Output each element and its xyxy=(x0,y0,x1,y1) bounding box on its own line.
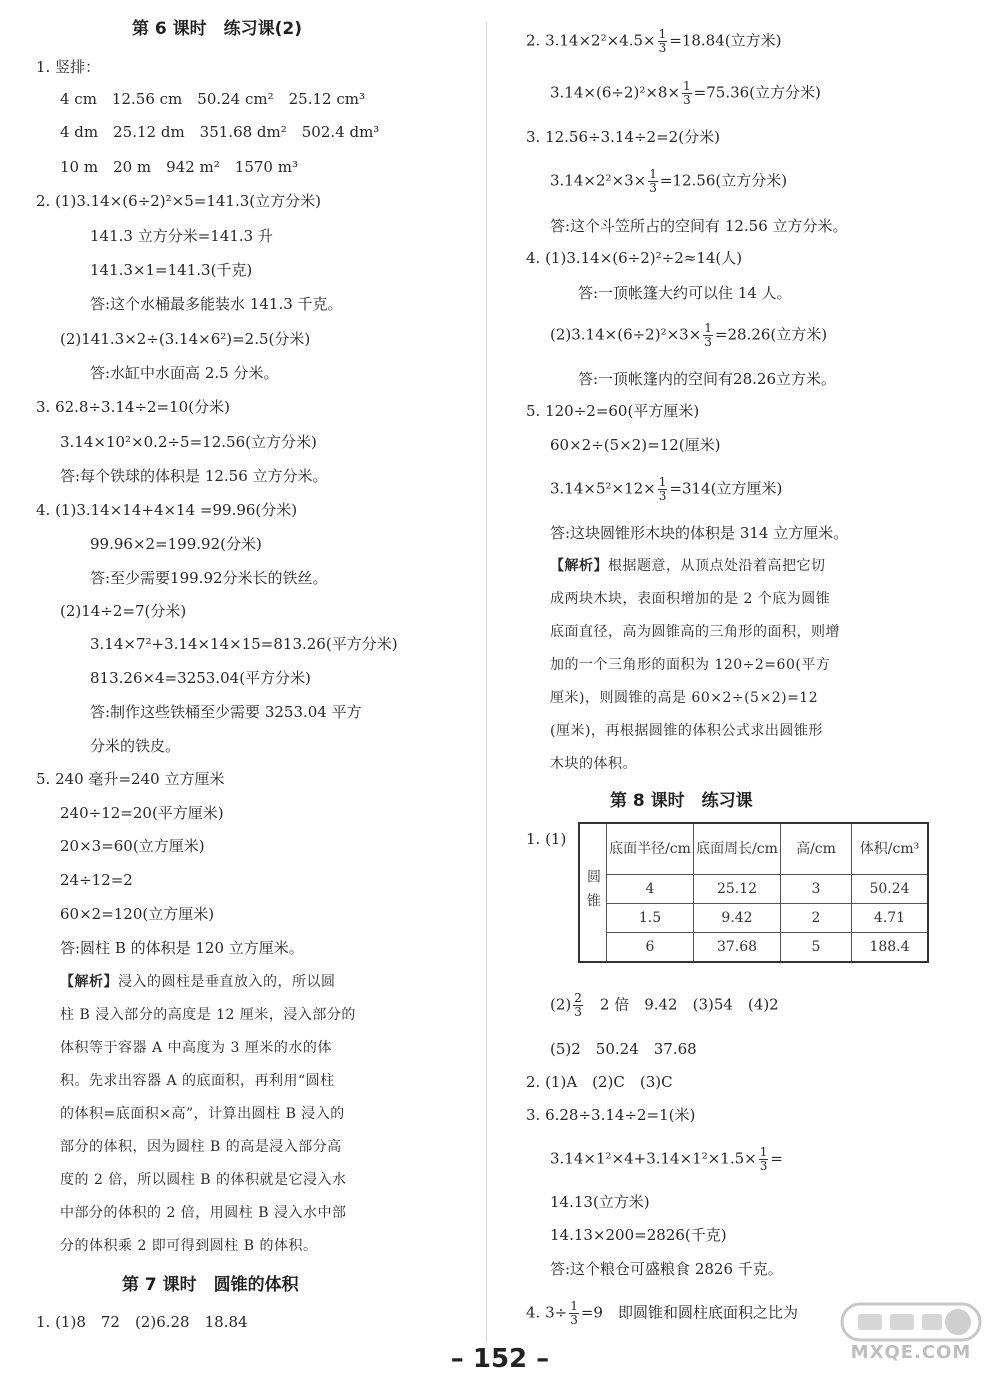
answer-line: 答:这个斗笠所占的空间有 12.56 立方分米。 xyxy=(550,217,848,235)
answer-line: 5. 240 毫升=240 立方厘米 xyxy=(36,770,225,788)
answer-line: (5)2 50.24 37.68 xyxy=(550,1040,697,1058)
fraction: $\frac{2}{3}$ xyxy=(574,991,582,1019)
table-cell: 4.71 xyxy=(852,904,929,933)
answer-line: 5. 120÷2=60(平方厘米) xyxy=(526,402,700,420)
table-header: 体积/cm³ xyxy=(852,823,929,875)
analysis-line: 中部分的体积的 2 倍，用圆柱 B 浸入水中部 xyxy=(60,1205,347,1221)
answer-line: 10 m 20 m 942 m² 1570 m³ xyxy=(60,158,298,176)
answer-line: (2) $\frac{2}{3}$ 2 倍 9.42 (3)54 (4)2 xyxy=(550,991,779,1019)
column-divider xyxy=(486,22,487,1342)
answer-line: 4. (1)3.14×14+4×14 =99.96(分米) xyxy=(36,501,298,519)
answer-line: 答:这个粮仓可盛粮食 2826 千克。 xyxy=(550,1260,783,1278)
answer-line: 24÷12=2 xyxy=(60,871,133,889)
fraction: $\frac{1}{3}$ xyxy=(570,1299,578,1327)
answer-line: 答:这个水桶最多能装水 141.3 千克。 xyxy=(90,295,343,313)
formula-line: 3.14×2²×3× $\frac{1}{3}$ =12.56(立方分米) xyxy=(550,167,788,195)
table-header-row xyxy=(579,823,928,875)
fraction: $\frac{1}{3}$ xyxy=(759,1145,768,1173)
analysis-line: 度的 2 倍，所以圆柱 B 的体积就是它浸入水 xyxy=(60,1172,347,1188)
analysis-line: 【解析】根据题意，从顶点处沿着高把它切 xyxy=(550,558,826,574)
q1-label: 1. 竖排： xyxy=(36,58,101,76)
analysis-line: 底面直径，高为圆锥高的三角形的面积，则增 xyxy=(550,624,840,640)
answer-line: 3. 62.8÷3.14÷2=10(分米) xyxy=(36,398,230,416)
answer-line: 20×3=60(立方厘米) xyxy=(60,837,205,855)
table-cell: 188.4 xyxy=(852,933,929,963)
analysis-line: 成两块木块，表面积增加的是 2 个底为圆锥 xyxy=(550,591,831,607)
answer-line: 分米的铁皮。 xyxy=(90,737,181,755)
analysis-line: 分的体积乘 2 即可得到圆柱 B 的体积。 xyxy=(60,1238,318,1254)
table-row xyxy=(579,875,928,904)
answer-line: 2. (1)3.14×(6÷2)²×5=141.3(立方分米) xyxy=(36,192,321,210)
lesson-7-heading: 第 7 课时 圆锥的体积 xyxy=(122,1275,299,1295)
answer-line: 99.96×2=199.92(分米) xyxy=(90,535,262,553)
table-cell: 50.24 xyxy=(852,875,929,904)
answer-line: 14.13×200=2826(千克) xyxy=(550,1226,727,1244)
table-row xyxy=(579,933,928,963)
analysis-line: 厘米)，则圆锥的高是 60×2÷(5×2)=12 xyxy=(550,690,819,706)
answer-line: 3.14×7²+3.14×14×15=813.26(平方分米) xyxy=(90,635,398,653)
answer-line: 60×2=120(立方厘米) xyxy=(60,905,215,923)
fraction: $\frac{1}{3}$ xyxy=(658,475,667,503)
fraction: $\frac{1}{3}$ xyxy=(683,79,691,107)
answer-line: 1. (1)8 72 (2)6.28 18.84 xyxy=(36,1313,248,1331)
watermark-text: MXQE.COM xyxy=(850,1342,972,1363)
lesson-8-heading: 第 8 课时 练习课 xyxy=(610,791,753,811)
answer-line: 答:一顶帐篷大约可以住 14 人。 xyxy=(578,284,792,302)
formula-line: 3.14×(6÷2)²×8× $\frac{1}{3}$ =75.36(立方分米) xyxy=(550,79,821,107)
answer-line: 4 cm 12.56 cm 50.24 cm² 25.12 cm³ xyxy=(60,90,365,108)
formula-line: 3.14×5²×12× $\frac{1}{3}$ =314(立方厘米) xyxy=(550,475,783,503)
answer-line: 14.13(立方米) xyxy=(550,1193,650,1211)
answer-line: 3.14×10²×0.2÷5=12.56(立方分米) xyxy=(60,433,317,451)
answer-line: 答:制作这些铁桶至少需要 3253.04 平方 xyxy=(90,703,362,721)
table-cell: 9.42 xyxy=(694,904,781,933)
analysis-line: 木块的体积。 xyxy=(550,756,637,772)
q1-label: 1. (1) xyxy=(526,830,567,848)
formula-line: (2)3.14×(6÷2)²×3× $\frac{1}{3}$ =28.26(立方米) xyxy=(550,321,828,349)
answer-line: 240÷12=20(平方厘米) xyxy=(60,804,224,822)
answer-line: 141.3×1=141.3(千克) xyxy=(90,261,253,279)
answer-line: 答:一顶帐篷内的空间有28.26立方米。 xyxy=(578,370,836,388)
analysis-line: 【解析】浸入的圆柱是垂直放入的，所以圆 xyxy=(60,974,336,990)
table-cell: 6 xyxy=(607,933,694,963)
watermark-badge-icon xyxy=(836,1298,986,1344)
analysis-line: 的体积=底面积×高”，计算出圆柱 B 浸入的 xyxy=(60,1106,345,1122)
answer-line: (2)14÷2=7(分米) xyxy=(60,602,187,620)
watermark-logo xyxy=(836,1298,986,1384)
table-cell: 1.5 xyxy=(607,904,694,933)
cone-data-table xyxy=(578,822,929,963)
analysis-tag: 【解析】 xyxy=(60,974,118,990)
table-cell: 5 xyxy=(781,933,852,963)
answer-line: 2. (1)A (2)C (3)C xyxy=(526,1073,673,1091)
table-header: 高/cm xyxy=(781,823,852,875)
table-cell: 2 xyxy=(781,904,852,933)
answer-line: 3. 12.56÷3.14÷2=2(分米) xyxy=(526,128,720,146)
analysis-line: 加的一个三角形的面积为 120÷2=60(平方 xyxy=(550,657,831,673)
analysis-line: (厘米)，再根据圆锥的体积公式求出圆锥形 xyxy=(550,723,823,739)
fraction: $\frac{1}{3}$ xyxy=(649,167,657,195)
analysis-tag: 【解析】 xyxy=(550,558,608,574)
formula-line: 2. 3.14×2²×4.5× $\frac{1}{3}$ =18.84(立方米) xyxy=(526,27,782,55)
fraction: $\frac{1}{3}$ xyxy=(658,27,667,55)
analysis-line: 体积等于容器 A 中高度为 3 厘米的水的体 xyxy=(60,1040,332,1056)
answer-line: 813.26×4=3253.04(平方分米) xyxy=(90,669,311,687)
answer-line: 4. (1)3.14×(6÷2)²÷2≈14(人) xyxy=(526,249,743,267)
table-row xyxy=(579,904,928,933)
analysis-line: 积。先求出容器 A 的底面积，再利用“圆柱 xyxy=(60,1073,335,1089)
answer-line: 60×2÷(5×2)=12(厘米) xyxy=(550,436,721,454)
lesson-6-heading: 第 6 课时 练习课(2) xyxy=(132,19,303,39)
formula-line: 4. 3÷ $\frac{1}{3}$ =9 即圆锥和圆柱底面积之比为 xyxy=(526,1299,798,1327)
analysis-line: 部分的体积，因为圆柱 B 的高是浸入部分高 xyxy=(60,1139,342,1155)
answer-line: 答:水缸中水面高 2.5 分米。 xyxy=(90,364,279,382)
table-cell: 3 xyxy=(781,875,852,904)
table-header: 底面周长/cm xyxy=(694,823,781,875)
analysis-line: 柱 B 浸入部分的高度是 12 厘米，浸入部分的 xyxy=(60,1007,356,1023)
table-cell: 25.12 xyxy=(694,875,781,904)
answer-line: 答:圆柱 B 的体积是 120 立方厘米。 xyxy=(60,939,304,957)
answer-line: 4 dm 25.12 dm 351.68 dm² 502.4 dm³ xyxy=(60,123,380,141)
answer-line: (2)141.3×2÷(3.14×6²)=2.5(分米) xyxy=(60,330,311,348)
table-row-label: 圆锥 xyxy=(579,823,607,962)
answer-line: 3. 6.28÷3.14÷2=1(米) xyxy=(526,1106,696,1124)
table-cell: 37.68 xyxy=(694,933,781,963)
answer-line: 答:至少需要199.92分米长的铁丝。 xyxy=(90,569,328,587)
answer-line: 答:每个铁球的体积是 12.56 立方分米。 xyxy=(60,467,328,485)
answer-line: 141.3 立方分米=141.3 升 xyxy=(90,227,273,245)
formula-line: 3.14×1²×4+3.14×1²×1.5× $\frac{1}{3}$ = xyxy=(550,1145,783,1173)
table-header: 底面半径/cm xyxy=(607,823,694,875)
answer-line: 答:这块圆锥形木块的体积是 314 立方厘米。 xyxy=(550,524,849,542)
fraction: $\frac{1}{3}$ xyxy=(704,321,712,349)
table-cell: 4 xyxy=(607,875,694,904)
page-number: – 152 – xyxy=(450,1344,550,1374)
